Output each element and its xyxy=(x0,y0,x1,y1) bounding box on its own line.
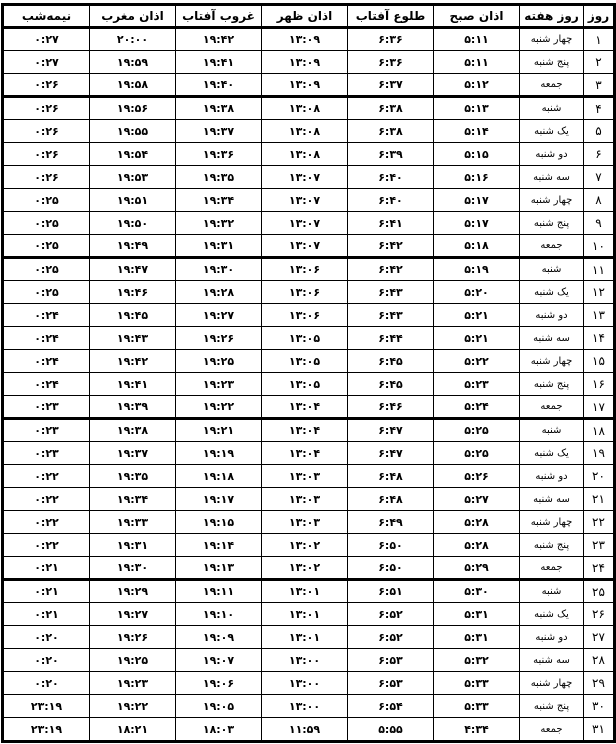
maghrib-cell: ۱۹:۴۱ xyxy=(90,373,176,396)
sunrise-cell: ۶:۳۹ xyxy=(348,143,434,166)
day-cell: ۱۲ xyxy=(584,281,614,304)
maghrib-cell: ۱۹:۴۷ xyxy=(90,258,176,281)
weekday-cell: چهار شنبه xyxy=(520,511,584,534)
sunrise-cell: ۶:۴۳ xyxy=(348,281,434,304)
day-cell: ۲۱ xyxy=(584,488,614,511)
fajr-cell: ۵:۲۱ xyxy=(434,304,520,327)
weekday-cell: یک شنبه xyxy=(520,603,584,626)
maghrib-cell: ۱۹:۵۱ xyxy=(90,189,176,212)
sunrise-cell: ۶:۴۴ xyxy=(348,327,434,350)
weekday-cell: سه شنبه xyxy=(520,649,584,672)
dhuhr-cell: ۱۳:۰۶ xyxy=(262,304,348,327)
sunrise-cell: ۶:۳۶ xyxy=(348,28,434,51)
day-cell: ۶ xyxy=(584,143,614,166)
sunrise-cell: ۶:۴۸ xyxy=(348,465,434,488)
day-cell: ۱۵ xyxy=(584,350,614,373)
sunset-cell: ۱۹:۰۷ xyxy=(176,649,262,672)
fajr-cell: ۵:۲۸ xyxy=(434,534,520,557)
table-row xyxy=(4,580,614,603)
midnight-cell: ۰:۲۱ xyxy=(4,603,90,626)
fajr-cell: ۵:۲۶ xyxy=(434,465,520,488)
fajr-cell: ۵:۳۱ xyxy=(434,626,520,649)
fajr-cell: ۵:۲۳ xyxy=(434,373,520,396)
table-row xyxy=(4,442,614,465)
maghrib-cell: ۱۹:۳۳ xyxy=(90,511,176,534)
table-body xyxy=(4,28,614,741)
midnight-cell: ۰:۲۵ xyxy=(4,212,90,235)
table-row xyxy=(4,28,614,51)
fajr-cell: ۵:۱۹ xyxy=(434,258,520,281)
weekday-cell: شنبه xyxy=(520,419,584,442)
fajr-cell: ۵:۲۴ xyxy=(434,396,520,419)
dhuhr-cell: ۱۳:۰۸ xyxy=(262,97,348,120)
day-cell: ۲۶ xyxy=(584,603,614,626)
maghrib-cell: ۱۹:۵۶ xyxy=(90,97,176,120)
midnight-cell: ۰:۲۳ xyxy=(4,419,90,442)
sunrise-cell: ۶:۵۳ xyxy=(348,649,434,672)
maghrib-cell: ۱۹:۲۹ xyxy=(90,580,176,603)
maghrib-cell: ۱۹:۲۳ xyxy=(90,672,176,695)
sunrise-cell: ۶:۵۳ xyxy=(348,672,434,695)
sunrise-cell: ۶:۴۷ xyxy=(348,419,434,442)
day-cell: ۸ xyxy=(584,189,614,212)
fajr-cell: ۵:۳۳ xyxy=(434,695,520,718)
sunrise-cell: ۶:۵۱ xyxy=(348,580,434,603)
weekday-cell: یک شنبه xyxy=(520,281,584,304)
weekday-cell: جمعه xyxy=(520,235,584,258)
day-cell: ۱۴ xyxy=(584,327,614,350)
sunset-cell: ۱۹:۳۶ xyxy=(176,143,262,166)
day-cell: ۲۳ xyxy=(584,534,614,557)
midnight-cell: ۰:۲۷ xyxy=(4,51,90,74)
dhuhr-cell: ۱۱:۵۹ xyxy=(262,718,348,741)
weekday-cell: جمعه xyxy=(520,557,584,580)
midnight-cell: ۰:۲۰ xyxy=(4,626,90,649)
fajr-cell: ۵:۲۱ xyxy=(434,327,520,350)
dhuhr-cell: ۱۳:۰۷ xyxy=(262,235,348,258)
sunset-cell: ۱۹:۰۶ xyxy=(176,672,262,695)
fajr-cell: ۵:۳۰ xyxy=(434,580,520,603)
sunset-cell: ۱۹:۱۴ xyxy=(176,534,262,557)
sunset-cell: ۱۹:۳۷ xyxy=(176,120,262,143)
weekday-cell: یک شنبه xyxy=(520,120,584,143)
sunset-cell: ۱۹:۲۱ xyxy=(176,419,262,442)
fajr-cell: ۵:۱۳ xyxy=(434,97,520,120)
header-dhuhr: اذان ظهر xyxy=(262,6,348,28)
sunset-cell: ۱۹:۳۱ xyxy=(176,235,262,258)
sunrise-cell: ۶:۵۲ xyxy=(348,603,434,626)
maghrib-cell: ۱۹:۳۵ xyxy=(90,465,176,488)
sunrise-cell: ۶:۵۰ xyxy=(348,534,434,557)
dhuhr-cell: ۱۳:۰۲ xyxy=(262,557,348,580)
fajr-cell: ۵:۲۸ xyxy=(434,511,520,534)
sunrise-cell: ۶:۴۷ xyxy=(348,442,434,465)
weekday-cell: جمعه xyxy=(520,718,584,741)
day-cell: ۵ xyxy=(584,120,614,143)
weekday-cell: دو شنبه xyxy=(520,304,584,327)
maghrib-cell: ۱۹:۳۹ xyxy=(90,396,176,419)
sunrise-cell: ۶:۴۲ xyxy=(348,258,434,281)
dhuhr-cell: ۱۳:۰۸ xyxy=(262,120,348,143)
sunset-cell: ۱۹:۱۵ xyxy=(176,511,262,534)
sunrise-cell: ۶:۴۹ xyxy=(348,511,434,534)
table-row xyxy=(4,189,614,212)
midnight-cell: ۰:۲۲ xyxy=(4,488,90,511)
sunset-cell: ۱۹:۳۴ xyxy=(176,189,262,212)
header-day: روز xyxy=(584,6,614,28)
dhuhr-cell: ۱۳:۰۷ xyxy=(262,166,348,189)
table-row xyxy=(4,557,614,580)
sunset-cell: ۱۹:۲۷ xyxy=(176,304,262,327)
dhuhr-cell: ۱۳:۰۴ xyxy=(262,419,348,442)
fajr-cell: ۵:۱۱ xyxy=(434,51,520,74)
midnight-cell: ۰:۲۱ xyxy=(4,557,90,580)
day-cell: ۲ xyxy=(584,51,614,74)
weekday-cell: دو شنبه xyxy=(520,465,584,488)
table-row xyxy=(4,396,614,419)
sunrise-cell: ۶:۴۱ xyxy=(348,212,434,235)
dhuhr-cell: ۱۳:۰۴ xyxy=(262,396,348,419)
fajr-cell: ۵:۱۵ xyxy=(434,143,520,166)
midnight-cell: ۰:۲۴ xyxy=(4,373,90,396)
sunset-cell: ۱۹:۴۲ xyxy=(176,28,262,51)
day-cell: ۲۴ xyxy=(584,557,614,580)
maghrib-cell: ۱۹:۵۴ xyxy=(90,143,176,166)
table-row xyxy=(4,488,614,511)
sunset-cell: ۱۹:۱۷ xyxy=(176,488,262,511)
dhuhr-cell: ۱۳:۰۹ xyxy=(262,74,348,97)
fajr-cell: ۵:۲۲ xyxy=(434,350,520,373)
dhuhr-cell: ۱۳:۰۹ xyxy=(262,28,348,51)
sunset-cell: ۱۹:۲۲ xyxy=(176,396,262,419)
weekday-cell: چهار شنبه xyxy=(520,28,584,51)
table-row xyxy=(4,143,614,166)
maghrib-cell: ۱۹:۵۳ xyxy=(90,166,176,189)
table-row xyxy=(4,626,614,649)
midnight-cell: ۰:۲۶ xyxy=(4,97,90,120)
table-row xyxy=(4,166,614,189)
table-row xyxy=(4,373,614,396)
header-maghrib: اذان مغرب xyxy=(90,6,176,28)
sunrise-cell: ۶:۴۰ xyxy=(348,189,434,212)
dhuhr-cell: ۱۳:۰۵ xyxy=(262,327,348,350)
midnight-cell: ۰:۲۶ xyxy=(4,166,90,189)
header-sunset: غروب آفتاب xyxy=(176,6,262,28)
dhuhr-cell: ۱۳:۰۴ xyxy=(262,442,348,465)
dhuhr-cell: ۱۳:۰۷ xyxy=(262,189,348,212)
table-row xyxy=(4,281,614,304)
sunrise-cell: ۶:۴۸ xyxy=(348,488,434,511)
dhuhr-cell: ۱۳:۰۰ xyxy=(262,695,348,718)
weekday-cell: جمعه xyxy=(520,396,584,419)
table-row xyxy=(4,74,614,97)
day-cell: ۴ xyxy=(584,97,614,120)
header-midnight: نیمه‌شب xyxy=(4,6,90,28)
dhuhr-cell: ۱۳:۰۰ xyxy=(262,672,348,695)
sunrise-cell: ۶:۳۶ xyxy=(348,51,434,74)
weekday-cell: سه شنبه xyxy=(520,488,584,511)
table-row xyxy=(4,419,614,442)
maghrib-cell: ۱۸:۲۱ xyxy=(90,718,176,741)
sunset-cell: ۱۹:۴۰ xyxy=(176,74,262,97)
sunset-cell: ۱۹:۰۹ xyxy=(176,626,262,649)
sunrise-cell: ۶:۴۶ xyxy=(348,396,434,419)
midnight-cell: ۰:۲۴ xyxy=(4,304,90,327)
day-cell: ۱۱ xyxy=(584,258,614,281)
table-row xyxy=(4,304,614,327)
sunrise-cell: ۶:۴۳ xyxy=(348,304,434,327)
weekday-cell: پنج شنبه xyxy=(520,212,584,235)
midnight-cell: ۰:۲۰ xyxy=(4,649,90,672)
dhuhr-cell: ۱۳:۰۲ xyxy=(262,534,348,557)
prayer-times-table xyxy=(3,5,614,741)
maghrib-cell: ۱۹:۲۲ xyxy=(90,695,176,718)
midnight-cell: ۰:۲۵ xyxy=(4,235,90,258)
sunrise-cell: ۶:۵۲ xyxy=(348,626,434,649)
dhuhr-cell: ۱۳:۰۸ xyxy=(262,143,348,166)
maghrib-cell: ۱۹:۳۸ xyxy=(90,419,176,442)
maghrib-cell: ۱۹:۴۶ xyxy=(90,281,176,304)
weekday-cell: جمعه xyxy=(520,74,584,97)
maghrib-cell: ۱۹:۵۰ xyxy=(90,212,176,235)
fajr-cell: ۵:۳۳ xyxy=(434,672,520,695)
weekday-cell: سه شنبه xyxy=(520,166,584,189)
day-cell: ۳۱ xyxy=(584,718,614,741)
day-cell: ۷ xyxy=(584,166,614,189)
midnight-cell: ۰:۲۶ xyxy=(4,74,90,97)
sunrise-cell: ۶:۵۰ xyxy=(348,557,434,580)
midnight-cell: ۰:۲۰ xyxy=(4,672,90,695)
fajr-cell: ۵:۱۱ xyxy=(434,28,520,51)
weekday-cell: پنج شنبه xyxy=(520,534,584,557)
sunset-cell: ۱۹:۱۱ xyxy=(176,580,262,603)
day-cell: ۲۷ xyxy=(584,626,614,649)
sunrise-cell: ۵:۵۵ xyxy=(348,718,434,741)
midnight-cell: ۰:۲۱ xyxy=(4,580,90,603)
weekday-cell: دو شنبه xyxy=(520,626,584,649)
table-row xyxy=(4,212,614,235)
sunset-cell: ۱۹:۳۰ xyxy=(176,258,262,281)
midnight-cell: ۰:۲۷ xyxy=(4,28,90,51)
maghrib-cell: ۱۹:۴۹ xyxy=(90,235,176,258)
maghrib-cell: ۱۹:۵۵ xyxy=(90,120,176,143)
sunrise-cell: ۶:۳۸ xyxy=(348,97,434,120)
header-sunrise: طلوع آفتاب xyxy=(348,6,434,28)
weekday-cell: سه شنبه xyxy=(520,327,584,350)
dhuhr-cell: ۱۳:۰۳ xyxy=(262,511,348,534)
midnight-cell: ۰:۲۳ xyxy=(4,396,90,419)
weekday-cell: چهار شنبه xyxy=(520,672,584,695)
sunset-cell: ۱۹:۲۸ xyxy=(176,281,262,304)
weekday-cell: دو شنبه xyxy=(520,143,584,166)
sunset-cell: ۱۹:۰۵ xyxy=(176,695,262,718)
dhuhr-cell: ۱۳:۰۵ xyxy=(262,350,348,373)
dhuhr-cell: ۱۳:۰۱ xyxy=(262,603,348,626)
day-cell: ۲۰ xyxy=(584,465,614,488)
fajr-cell: ۵:۲۹ xyxy=(434,557,520,580)
table-row xyxy=(4,603,614,626)
midnight-cell: ۰:۲۲ xyxy=(4,534,90,557)
midnight-cell: ۰:۲۵ xyxy=(4,281,90,304)
weekday-cell: شنبه xyxy=(520,258,584,281)
fajr-cell: ۵:۱۷ xyxy=(434,189,520,212)
dhuhr-cell: ۱۳:۰۶ xyxy=(262,258,348,281)
midnight-cell: ۰:۲۶ xyxy=(4,143,90,166)
weekday-cell: پنج شنبه xyxy=(520,695,584,718)
dhuhr-cell: ۱۳:۰۹ xyxy=(262,51,348,74)
sunrise-cell: ۶:۳۷ xyxy=(348,74,434,97)
maghrib-cell: ۱۹:۳۰ xyxy=(90,557,176,580)
table-row xyxy=(4,350,614,373)
midnight-cell: ۰:۲۵ xyxy=(4,189,90,212)
midnight-cell: ۰:۲۲ xyxy=(4,465,90,488)
day-cell: ۱۰ xyxy=(584,235,614,258)
sunset-cell: ۱۹:۳۵ xyxy=(176,166,262,189)
fajr-cell: ۵:۱۴ xyxy=(434,120,520,143)
maghrib-cell: ۱۹:۳۷ xyxy=(90,442,176,465)
fajr-cell: ۵:۲۷ xyxy=(434,488,520,511)
maghrib-cell: ۱۹:۴۲ xyxy=(90,350,176,373)
midnight-cell: ۰:۲۴ xyxy=(4,327,90,350)
day-cell: ۱ xyxy=(584,28,614,51)
weekday-cell: یک شنبه xyxy=(520,442,584,465)
dhuhr-cell: ۱۳:۰۳ xyxy=(262,488,348,511)
maghrib-cell: ۱۹:۳۴ xyxy=(90,488,176,511)
header-fajr: اذان صبح xyxy=(434,6,520,28)
day-cell: ۳۰ xyxy=(584,695,614,718)
maghrib-cell: ۱۹:۵۸ xyxy=(90,74,176,97)
header-weekday: روز هفته xyxy=(520,6,584,28)
sunset-cell: ۱۹:۴۱ xyxy=(176,51,262,74)
table-row xyxy=(4,465,614,488)
day-cell: ۲۲ xyxy=(584,511,614,534)
fajr-cell: ۵:۲۰ xyxy=(434,281,520,304)
sunset-cell: ۱۹:۱۸ xyxy=(176,465,262,488)
day-cell: ۲۵ xyxy=(584,580,614,603)
dhuhr-cell: ۱۳:۰۳ xyxy=(262,465,348,488)
day-cell: ۹ xyxy=(584,212,614,235)
midnight-cell: ۰:۲۵ xyxy=(4,258,90,281)
day-cell: ۱۷ xyxy=(584,396,614,419)
table-row xyxy=(4,120,614,143)
sunset-cell: ۱۹:۱۳ xyxy=(176,557,262,580)
table-row xyxy=(4,235,614,258)
dhuhr-cell: ۱۳:۰۱ xyxy=(262,580,348,603)
table-row xyxy=(4,327,614,350)
sunset-cell: ۱۹:۲۶ xyxy=(176,327,262,350)
day-cell: ۲۸ xyxy=(584,649,614,672)
table-row xyxy=(4,672,614,695)
day-cell: ۱۶ xyxy=(584,373,614,396)
day-cell: ۳ xyxy=(584,74,614,97)
maghrib-cell: ۱۹:۲۶ xyxy=(90,626,176,649)
maghrib-cell: ۱۹:۵۹ xyxy=(90,51,176,74)
table-row xyxy=(4,511,614,534)
fajr-cell: ۵:۲۵ xyxy=(434,442,520,465)
maghrib-cell: ۱۹:۲۵ xyxy=(90,649,176,672)
sunset-cell: ۱۹:۳۸ xyxy=(176,97,262,120)
fajr-cell: ۵:۱۷ xyxy=(434,212,520,235)
maghrib-cell: ۱۹:۳۱ xyxy=(90,534,176,557)
maghrib-cell: ۱۹:۴۳ xyxy=(90,327,176,350)
fajr-cell: ۵:۳۱ xyxy=(434,603,520,626)
sunrise-cell: ۶:۴۰ xyxy=(348,166,434,189)
sunset-cell: ۱۹:۲۵ xyxy=(176,350,262,373)
sunrise-cell: ۶:۵۴ xyxy=(348,695,434,718)
day-cell: ۱۸ xyxy=(584,419,614,442)
table-row xyxy=(4,51,614,74)
midnight-cell: ۰:۲۶ xyxy=(4,120,90,143)
sunrise-cell: ۶:۴۵ xyxy=(348,350,434,373)
weekday-cell: پنج شنبه xyxy=(520,373,584,396)
sunset-cell: ۱۹:۱۰ xyxy=(176,603,262,626)
midnight-cell: ۰:۲۳ xyxy=(4,442,90,465)
dhuhr-cell: ۱۳:۰۷ xyxy=(262,212,348,235)
table-row xyxy=(4,97,614,120)
sunset-cell: ۱۹:۳۲ xyxy=(176,212,262,235)
table-row xyxy=(4,649,614,672)
dhuhr-cell: ۱۳:۰۵ xyxy=(262,373,348,396)
day-cell: ۲۹ xyxy=(584,672,614,695)
fajr-cell: ۵:۱۶ xyxy=(434,166,520,189)
midnight-cell: ۲۳:۱۹ xyxy=(4,695,90,718)
fajr-cell: ۴:۳۴ xyxy=(434,718,520,741)
maghrib-cell: ۱۹:۲۷ xyxy=(90,603,176,626)
sunset-cell: ۱۸:۰۳ xyxy=(176,718,262,741)
dhuhr-cell: ۱۳:۰۱ xyxy=(262,626,348,649)
weekday-cell: چهار شنبه xyxy=(520,350,584,373)
sunrise-cell: ۶:۴۲ xyxy=(348,235,434,258)
midnight-cell: ۰:۲۲ xyxy=(4,511,90,534)
fajr-cell: ۵:۳۲ xyxy=(434,649,520,672)
weekday-cell: چهار شنبه xyxy=(520,189,584,212)
midnight-cell: ۲۳:۱۹ xyxy=(4,718,90,741)
table-row xyxy=(4,718,614,741)
weekday-cell: پنج شنبه xyxy=(520,51,584,74)
midnight-cell: ۰:۲۴ xyxy=(4,350,90,373)
table-row xyxy=(4,534,614,557)
day-cell: ۱۹ xyxy=(584,442,614,465)
table-row xyxy=(4,695,614,718)
sunrise-cell: ۶:۳۸ xyxy=(348,120,434,143)
dhuhr-cell: ۱۳:۰۰ xyxy=(262,649,348,672)
weekday-cell: شنبه xyxy=(520,97,584,120)
fajr-cell: ۵:۲۵ xyxy=(434,419,520,442)
sunset-cell: ۱۹:۱۹ xyxy=(176,442,262,465)
table-row xyxy=(4,258,614,281)
fajr-cell: ۵:۱۲ xyxy=(434,74,520,97)
sunset-cell: ۱۹:۲۳ xyxy=(176,373,262,396)
maghrib-cell: ۱۹:۴۵ xyxy=(90,304,176,327)
header-row xyxy=(4,6,614,28)
day-cell: ۱۳ xyxy=(584,304,614,327)
weekday-cell: شنبه xyxy=(520,580,584,603)
dhuhr-cell: ۱۳:۰۶ xyxy=(262,281,348,304)
fajr-cell: ۵:۱۸ xyxy=(434,235,520,258)
maghrib-cell: ۲۰:۰۰ xyxy=(90,28,176,51)
sunrise-cell: ۶:۴۵ xyxy=(348,373,434,396)
